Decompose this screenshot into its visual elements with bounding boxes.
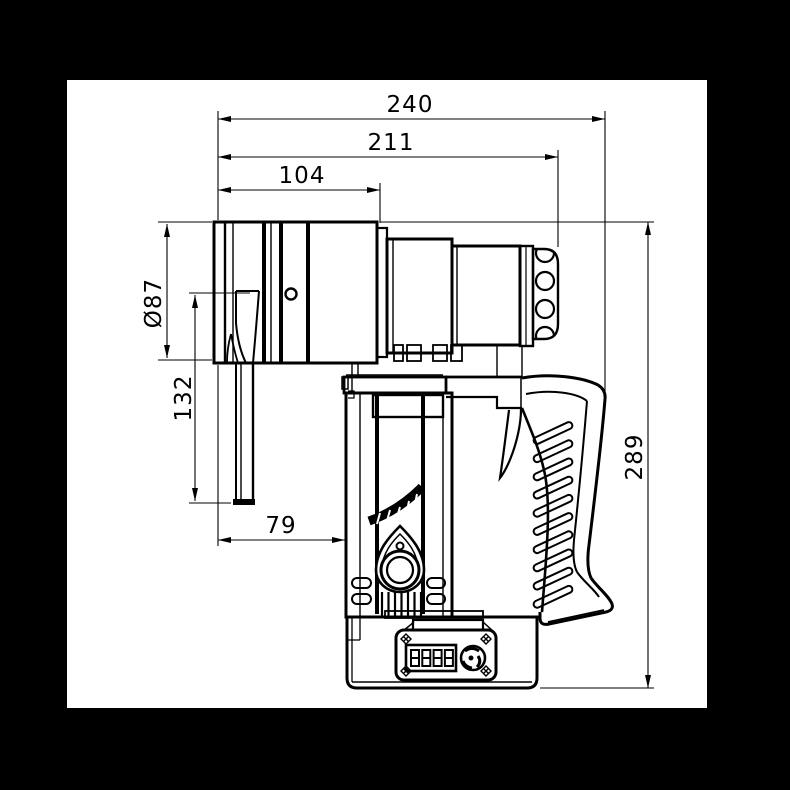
dimension-label-87: Ø87 <box>141 277 167 329</box>
dimension-label-104: 104 <box>278 163 326 189</box>
dimension-label-211: 211 <box>367 130 415 156</box>
dimension-label-79: 79 <box>265 513 297 539</box>
dimension-label-240: 240 <box>386 92 434 118</box>
reaction-arm-tip <box>233 499 255 505</box>
dimension-label-289: 289 <box>622 433 648 481</box>
dimension-label-132: 132 <box>171 374 197 422</box>
cooling-ribs <box>382 592 421 616</box>
